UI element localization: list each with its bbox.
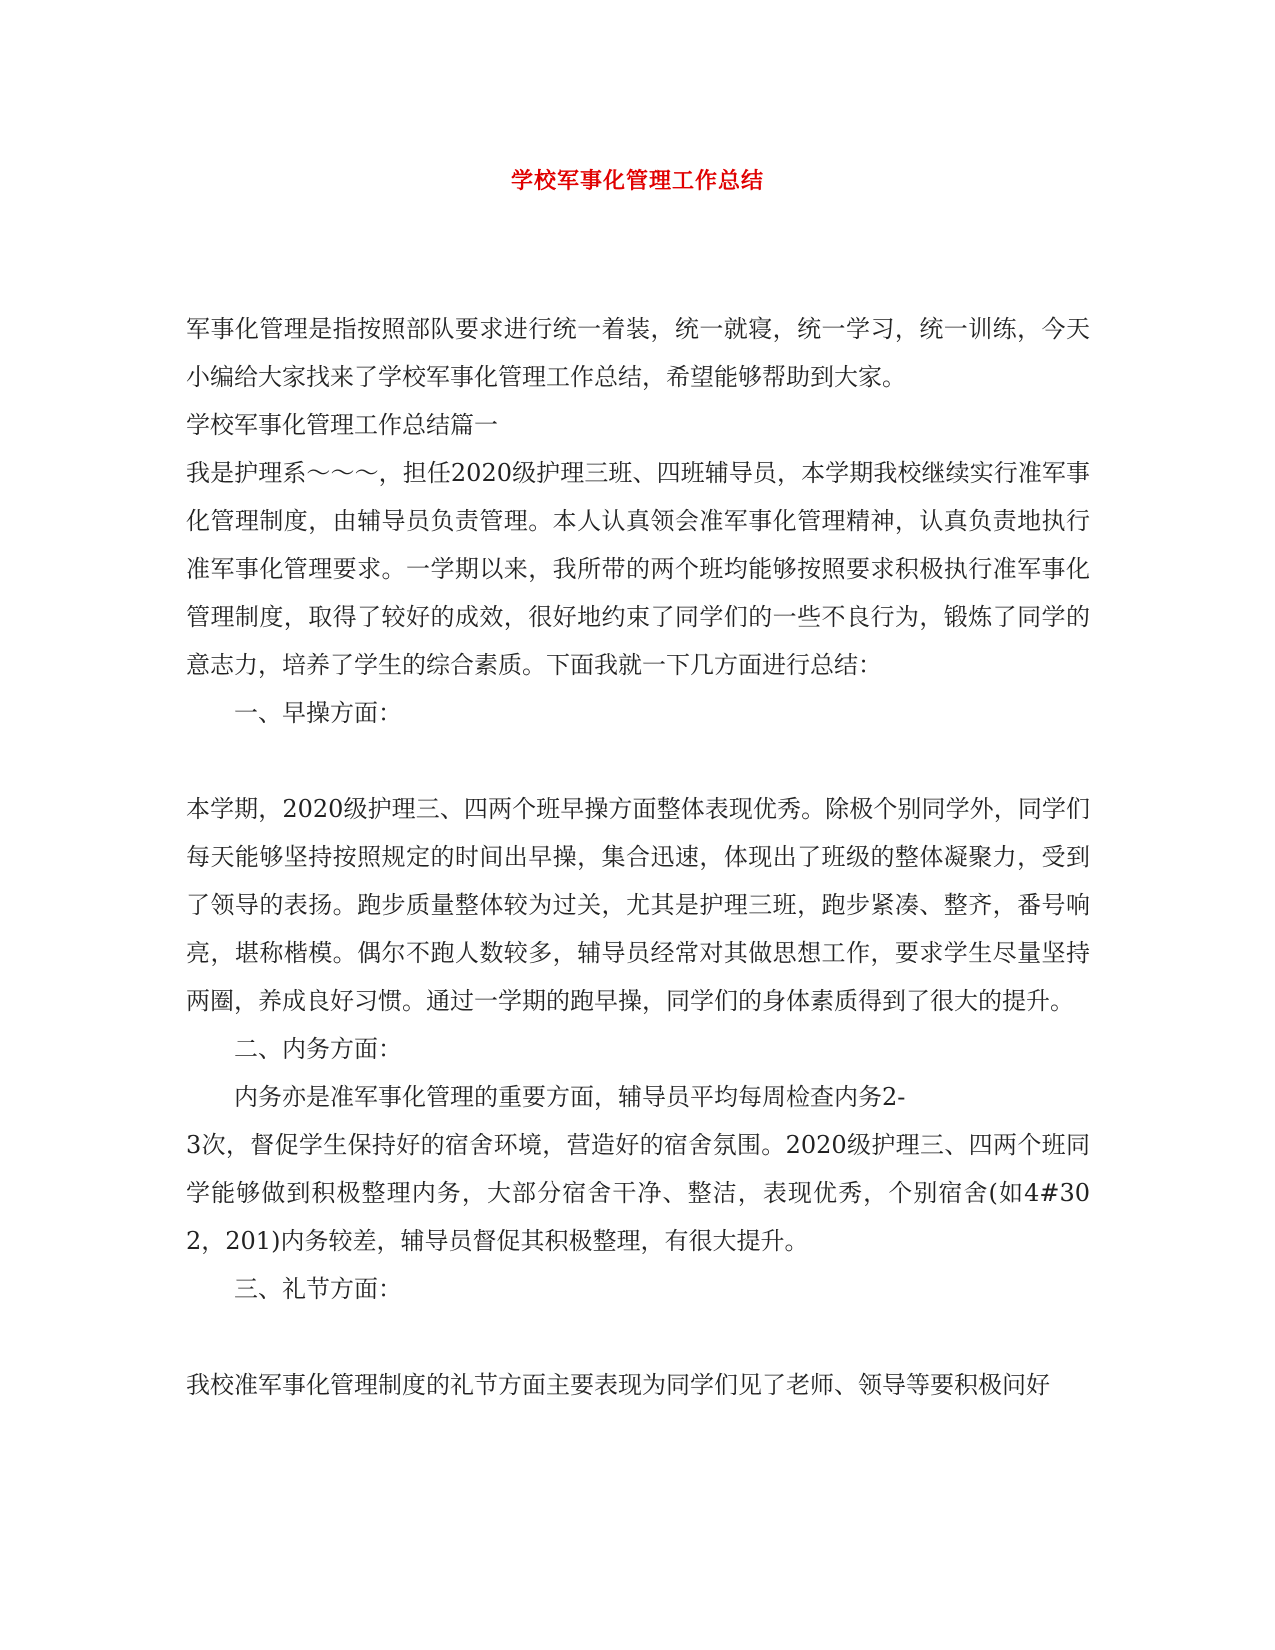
subheading-housekeeping: 二、内务方面： <box>234 1035 402 1063</box>
document-body <box>186 305 1090 1409</box>
body-paragraph: 内务亦是准军事化管理的重要方面，辅导员平均每周检查内务2- <box>234 1083 906 1111</box>
document-title: 学校军事化管理工作总结 <box>510 168 764 194</box>
body-paragraph: 我是护理系～～～，担任2020级护理三班、四班辅导员，本学期我校继续实行准军事化管理制度，由辅导员负责管理。本人认真领会准军事化管理精神，认真负责地执行准军事化管理要求。一学期以来，我所带的两个班均能够按照要求积极执行准军事化管理制度，取得了较好的成效，很好地约束了同学们的一些不良行为，锻炼了同学的意志力，培养了学生的综合素质。下面我就一下几方面进行总结： <box>186 459 1090 679</box>
body-paragraph: 本学期，2020级护理三、四两个班早操方面整体表现优秀。除极个别同学外，同学们每天能够坚持按照规定的时间出早操，集合迅速，体现出了班级的整体凝聚力，受到了领导的表扬。跑步质量整体较为过关，尤其是护理三班，跑步紧凑、整齐，番号响亮，堪称楷模。偶尔不跑人数较多，辅导员经常对其做思想工作，要求学生尽量坚持两圈，养成良好习惯。通过一学期的跑早操，同学们的身体素质得到了很大的提升。 <box>186 795 1090 1015</box>
intro-paragraph: 军事化管理是指按照部队要求进行统一着装，统一就寝，统一学习，统一训练，今天小编给大家找来了学校军事化管理工作总结，希望能够帮助到大家。 <box>186 315 1090 391</box>
subheading-etiquette: 三、礼节方面： <box>234 1275 402 1303</box>
body-paragraph: 3次，督促学生保持好的宿舍环境，营造好的宿舍氛围。2020级护理三、四两个班同学能够做到积极整理内务，大部分宿舍干净、整洁，表现优秀，个别宿舍(如4#302，201)内务较差，辅导员督促其积极整理，有很大提升。 <box>186 1131 1090 1255</box>
subheading-morning-exercise: 一、早操方面： <box>234 699 402 727</box>
section-title: 学校军事化管理工作总结篇一 <box>186 411 498 439</box>
body-paragraph: 我校准军事化管理制度的礼节方面主要表现为同学们见了老师、领导等要积极问好 <box>186 1371 1050 1399</box>
